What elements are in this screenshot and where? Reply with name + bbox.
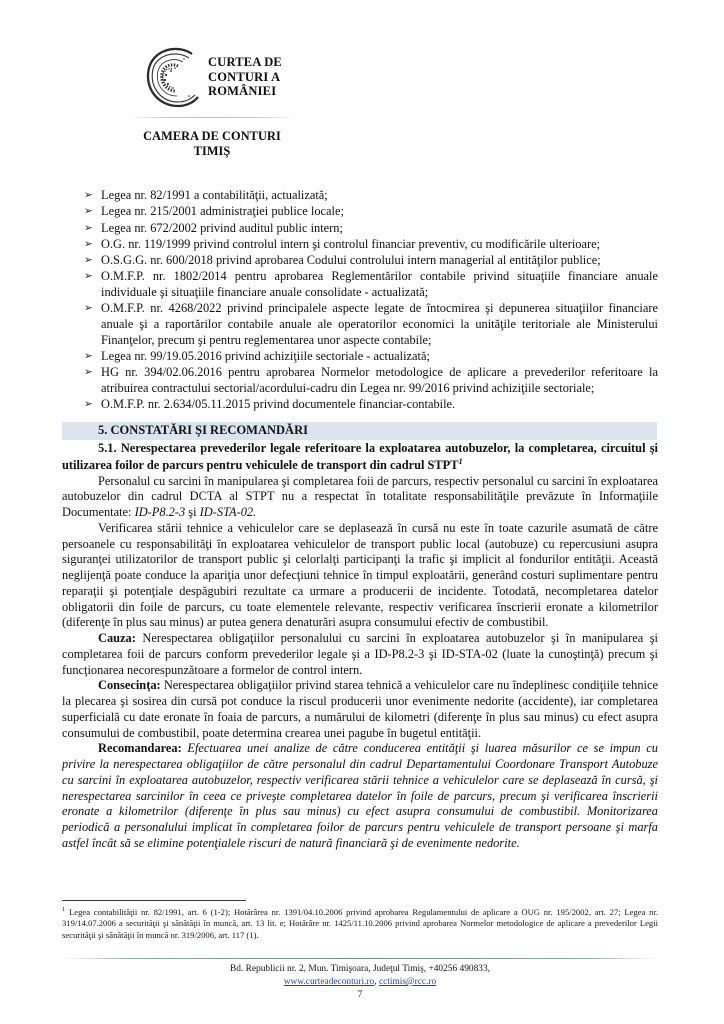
office-name-line-1: CAMERA DE CONTURI xyxy=(143,129,281,143)
subsection-number: 5.1. xyxy=(98,440,117,455)
logo-line-2: CONTURI A xyxy=(208,69,281,84)
list-item-label: Legea nr. 672/2002 privind auditul public intern; xyxy=(101,220,343,235)
document-id-ref-1: ID-P8.2-3 xyxy=(134,505,186,519)
footnote-area xyxy=(62,900,658,941)
footer-contact-links xyxy=(62,976,658,989)
list-item xyxy=(62,204,658,220)
list-item-label: Legea nr. 215/2001 administraţiei publice locale; xyxy=(101,204,344,219)
list-item xyxy=(62,301,658,348)
legal-references-list xyxy=(62,188,658,413)
list-item xyxy=(62,221,658,237)
arrow-bullet-icon: ➢ xyxy=(84,366,93,379)
curtea-de-conturi-crest-icon xyxy=(142,44,204,110)
office-name xyxy=(62,129,362,160)
email-link[interactable]: cctimis@rcc.ro xyxy=(378,976,437,987)
list-item xyxy=(62,397,658,413)
list-item xyxy=(62,237,658,253)
list-item-label: Legea nr. 82/1991 a contabilităţii, actualizată; xyxy=(101,188,328,202)
footnote-body: Legea contabilităţii nr. 82/1991, art. 6 (1-2); Hotărârea nr. 1391/04.10.2006 privind aprobarea Regulamentului de aplicare a OUG nr. 195/2002, art. 27; Legea nr. 319/14.07.2006 a securităţii şi sănătăţii în muncă, art. 13 lit. e; Hotărâre nr. 1425/11.10.2006 privind aprobarea Normelor metodologice de aplicare a prevederilor Legii securităţii şi sănătăţii în muncă nr. 319/2006, art. 117 (1). xyxy=(62,906,658,940)
arrow-bullet-icon: ➢ xyxy=(84,221,93,234)
consecinta-text: Nerespectarea obligaţiilor privind starea tehnică a vehiculelor care nu îndeplinesc condiţiile tehnice la plecarea şi sosirea din cursă pot conduce la riscul producerii unor evenimente nedorite (accidente), iar completarea superficială cu date eronate în foaia de parcurs, a numărului de kilometri (diferenţe în plus sau minus) cu efect asupra consumului de combustibil, poate determina crearea unei pagube în bugetul entităţii. xyxy=(62,678,658,740)
page-number: 7 xyxy=(357,989,363,1000)
footnote-entry xyxy=(62,906,658,941)
list-item-label: O.M.F.P. nr. 2.634/05.11.2015 privind documentele financiar-contabile. xyxy=(101,397,456,412)
recomandarea-label: Recomandarea: xyxy=(98,741,182,756)
list-item xyxy=(62,365,658,397)
list-item xyxy=(62,253,658,269)
paragraph-recomandarea xyxy=(62,741,658,851)
subsection-title: Nerespectarea prevederilor legale referitoare la exploatarea autobuzelor, la completarea, circuitul şi utilizarea foilor de parcurs pentru vehiculele de transport din cadrul STPT xyxy=(62,440,658,472)
organization-logo xyxy=(62,44,362,110)
footnote-marker-reference: 1 xyxy=(458,456,463,466)
subsection-heading xyxy=(62,441,658,474)
footnote-separator xyxy=(62,900,246,901)
links-separator: , xyxy=(374,976,379,987)
arrow-bullet-icon: ➢ xyxy=(84,254,93,266)
arrow-bullet-icon: ➢ xyxy=(84,237,93,250)
footer-divider xyxy=(62,958,658,959)
document-body xyxy=(62,188,658,852)
cauza-text: Nerespectarea obligaţiilor personalului cu sarcini în exploatarea autobuzelor şi în manipularea şi completarea foii de parcurs conform prevederilor legale şi a ID-P8.2-3 şi ID-STA-02 (luate la cunoştinţă) precum şi funcţionarea necorespunzătoare a formelor de control intern. xyxy=(62,631,658,677)
logo-line-1: CURTEA DE xyxy=(208,54,282,69)
office-name-line-2: TIMIŞ xyxy=(193,144,231,159)
document-id-ref-2: ID-STA-02. xyxy=(199,505,257,519)
list-item-label: O.G. nr. 119/1999 privind controlul intern şi controlul financiar preventiv, cu modificările ulterioare; xyxy=(101,236,601,251)
logo-line-3: ROMÂNIEI xyxy=(208,84,277,99)
paragraph-intro xyxy=(62,474,658,521)
list-item xyxy=(62,188,658,204)
arrow-bullet-icon: ➢ xyxy=(84,189,93,201)
arrow-bullet-icon: ➢ xyxy=(84,398,93,411)
list-item-label: Legea nr. 99/19.05.2016 privind achiziţiile sectoriale - actualizată; xyxy=(101,349,430,363)
letterhead xyxy=(62,44,362,160)
consecinta-label: Consecinţa: xyxy=(98,678,161,693)
arrow-bullet-icon: ➢ xyxy=(84,350,93,362)
footnote-number: 1 xyxy=(62,906,66,913)
arrow-bullet-icon: ➢ xyxy=(84,270,93,283)
letterhead-divider xyxy=(128,117,296,118)
website-link[interactable]: www.curteadeconturi.ro xyxy=(283,976,375,987)
intro-conjunction: şi xyxy=(185,505,200,519)
recomandarea-text: Efectuarea unei analize de către conducerea entităţii şi luarea măsurilor ce se impun cu privire la nerespectarea obligaţiilor de către personalul din cadrul Departamentului Coordonare Transport Autobuze cu sarcini în exploatarea autobuzelor, respectiv verificarea stării tehnice a vehiculelor care se deplasează în cursă, şi nerespectarea sarcinilor în ceea ce priveşte completarea datelor în foile de parcurs, precum şi verificarea înscrierii eronate a kilometrilor (diferenţe în plus sau minus) cu efect asupra consumului de combustibil. Monitorizarea periodică a personalului implicat în completarea foilor de parcurs pentru vehiculele de transport persoane şi marfa astfel încât să se elimine potenţialele riscuri de natură financiară şi de evenimente nedorite. xyxy=(62,741,658,850)
arrow-bullet-icon: ➢ xyxy=(84,205,93,218)
paragraph-cauza xyxy=(62,631,658,678)
list-item xyxy=(62,349,658,365)
list-item-label: O.S.G.G. nr. 600/2018 privind aprobarea Codului controlului intern managerial al entităţilor publice; xyxy=(101,253,601,267)
list-item xyxy=(62,269,658,301)
list-item-label: O.M.F.P. nr. 4268/2022 privind principalele aspecte legate de întocmirea şi depunerea situaţiilor financiare anuale şi a raportărilor contabile anuale ale operatorilor economici la unităţile teritoriale ale Ministerului Finanţelor, precum şi pentru reglementarea unor aspecte contabile; xyxy=(101,301,658,347)
paragraph-consecinta xyxy=(62,678,658,741)
logo-wordmark xyxy=(208,55,282,99)
cauza-label: Cauza: xyxy=(98,631,136,645)
paragraph-intro-text: Personalul cu sarcini în manipularea şi completarea foii de parcurs, respectiv personalul cu sarcini în exploatarea autobuzelor din cadrul DCTA al STPT nu a respectat în totalitate responsabilităţile prevăzute în Informaţiile Documentate: xyxy=(62,473,658,519)
list-item-label: HG nr. 394/02.06.2016 pentru aprobarea Normelor metodologice de aplicare a prevederilor referitoare la atribuirea contractului sectorial/acordului-cadru din Legea nr. 99/2016 privind achiziţiile sectoriale; xyxy=(101,365,658,395)
section-heading-text: 5. CONSTATĂRI ŞI RECOMANDĂRI xyxy=(98,423,308,437)
footer-address: Bd. Republicii nr. 2, Mun. Timişoara, Judeţul Timiş, +40256 490833, xyxy=(229,964,490,974)
list-item-label: O.M.F.P. nr. 1802/2014 pentru aprobarea Reglementărilor contabile privind situaţiile financiare anuale individuale şi situaţiile financiare anuale consolidate - actualizată; xyxy=(101,269,658,299)
section-heading-highlight xyxy=(62,422,657,440)
arrow-bullet-icon: ➢ xyxy=(84,302,93,315)
paragraph-finding: Verificarea stării tehnice a vehiculelor care se deplasează în cursă nu este în toate cazurile asumată de către persoanele cu responsabilităţi în exploatarea vehiculelor de transport public local (autobuze) cu repercusiuni asupra siguranţei utilizatorilor de transport public şi celorlalţi participanţi la trafic şi implicit al fondurilor entităţii. Această neglijenţă poate conduce la apariţia unor defecţiuni tehnice în timpul exploatării, generând costuri suplimentare pentru reparaţii şi potenţiale despăgubiri rezultate ca urmare a producerii de incidente. Totodată, necompletarea datelor obligatorii din foile de parcurs, cu toate elementele relevante, respectiv verificarea înscrierii eronate a kilometrilor (diferenţe în plus sau minus) ar putea genera denaturări asupra consumului efectiv de combustibil. xyxy=(62,520,658,630)
page-footer xyxy=(62,958,658,1002)
